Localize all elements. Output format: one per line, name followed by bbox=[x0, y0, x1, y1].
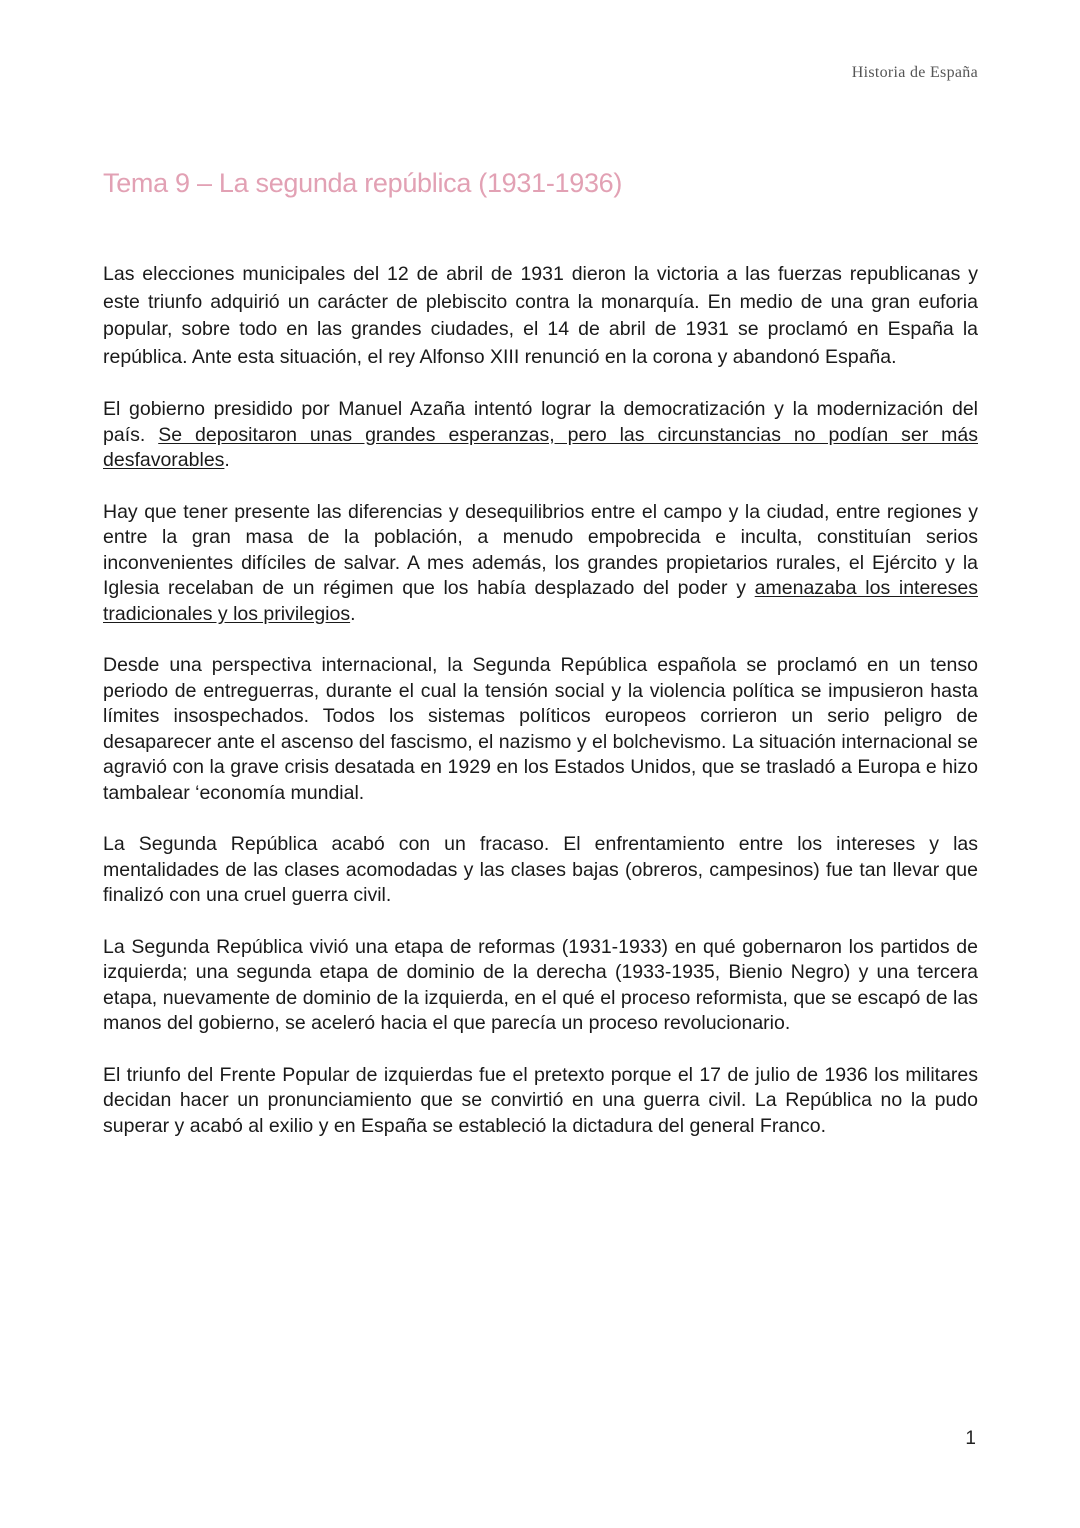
document-title: Tema 9 – La segunda república (1931-1936) bbox=[103, 168, 623, 198]
paragraph-frente-popular: El triunfo del Frente Popular de izquierdas fue el pretexto porque el 17 de julio de 1936 los militares decidan hacer un pronunciamiento que se convirtió en una guerra civil. La República no la pudo superar y acabó al exilio y en España se estableció la dictadura del general Franco. bbox=[103, 1063, 978, 1137]
paragraph-perspectiva-internacional: Desde una perspectiva internacional, la Segunda República española se proclamó en un tenso periodo de entreguerras, durante el cual la tensión social y la violencia política se impusieron hasta límites insospechados. Todos los sistemas políticos europeos corrieron un serio peligro de desaparecer ante el ascenso del fascismo, el nazismo y el bolchevismo. La situación internacional se agravió con la grave crisis desatada en 1929 en los Estados Unidos, que se trasladó a Europa e hizo tambalear ‘economía mundial. bbox=[103, 654, 978, 804]
running-header: Historia de España bbox=[851, 64, 978, 81]
paragraph-etapas: La Segunda República vivió una etapa de reformas (1931-1933) en qué gobernaron los partidos de izquierda; una segunda etapa de dominio de la derecha (1933-1935, Bienio Negro) y una tercera etapa, nuevamente de dominio de la izquierda, en el qué el proceso reformista, que se escapó de las manos del gobierno, se aceleró hacia el que parecía un proceso revolucionario. bbox=[103, 935, 978, 1034]
paragraph-text: Hay que tener presente las diferencias y desequilibrios entre el campo y la ciudad, entre regiones y entre la gran masa de la población, a menudo empobrecida e inculta, constituían serios inconvenientes difíciles de salvar. A mes además, los grandes propietarios rurales, el Ejército y la Iglesia recelaban de un régimen que los había desplazado del poder y bbox=[103, 500, 978, 599]
paragraph-text: El gobierno presidido por Manuel Azaña intentó lograr la democratización y la modernización del país. bbox=[103, 398, 978, 446]
page-number: 1 bbox=[965, 1428, 976, 1449]
paragraph-text: . bbox=[224, 449, 230, 471]
paragraph-text: . bbox=[350, 602, 356, 625]
paragraph-elecciones: Las elecciones municipales del 12 de abril de 1931 dieron la victoria a las fuerzas republicanas y este triunfo adquirió un carácter de plebiscito contra la monarquía. En medio de una gran euforia popular, sobre todo en las grandes ciudades, el 14 de abril de 1931 se proclamó en España la república. Ante esta situación, el rey Alfonso XIII renunció en la corona y abandonó España. bbox=[103, 263, 978, 368]
paragraph-gobierno-azana bbox=[103, 397, 978, 474]
paragraph-fracaso: La Segunda República acabó con un fracaso. El enfrentamiento entre los intereses y las mentalidades de las clases acomodadas y las clases bajas (obreros, campesinos) fue tan llevar que finalizó con una cruel guerra civil. bbox=[103, 833, 978, 906]
paragraph-desequilibrios bbox=[103, 500, 978, 628]
underlined-text: amenazaba los intereses tradicionales y los privilegios bbox=[103, 577, 978, 625]
underlined-text: Se depositaron unas grandes esperanzas, pero las circunstancias no podían ser más desfavorables bbox=[103, 423, 978, 471]
document-body bbox=[103, 261, 978, 1165]
